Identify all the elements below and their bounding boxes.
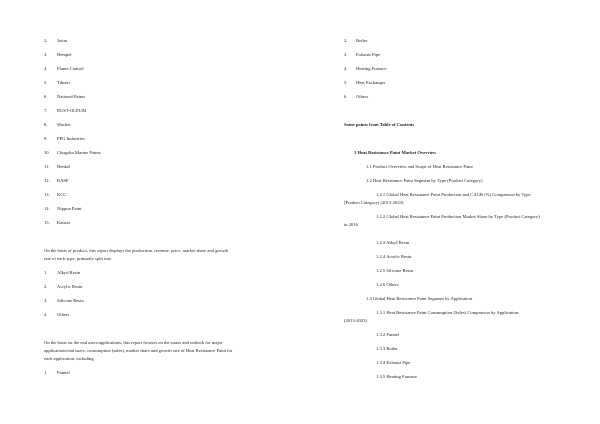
list-item: PPG Industries bbox=[57, 136, 85, 141]
list-number: 14. bbox=[44, 206, 50, 211]
list-number: 15. bbox=[44, 220, 50, 225]
list-number: 3. bbox=[44, 52, 48, 57]
list-number: 1. bbox=[44, 370, 48, 375]
toc-entry: 1.1 Product Overview and Scope of Heat Resistance Paint bbox=[366, 164, 473, 169]
list-number: 2. bbox=[44, 284, 48, 289]
paragraph-line: each application, including bbox=[44, 356, 94, 361]
list-number: 4. bbox=[44, 66, 48, 71]
paragraph-line: rate of each type, primarily split into bbox=[44, 256, 112, 261]
list-item: Henkel bbox=[57, 164, 71, 169]
toc-entry: 1.2.1 Global Heat Resistance Paint Production and CAGR (%) Comparison by Type bbox=[376, 192, 531, 197]
list-number: 4. bbox=[44, 312, 48, 317]
list-item: RUST-OLEUM bbox=[57, 108, 87, 113]
list-item: Hempel bbox=[57, 52, 72, 57]
list-item: Funnel bbox=[57, 370, 70, 375]
toc-entry: 1.3.1 Heat Resistance Paint Consumption (Sales) Comparison by Application bbox=[376, 310, 519, 315]
list-number: 2. bbox=[344, 38, 348, 43]
list-item: Nippon Paint bbox=[57, 206, 82, 211]
list-number: 3. bbox=[344, 52, 348, 57]
list-item: Jotun bbox=[57, 38, 67, 43]
paragraph-line: On the basis on the end users/applications, this report focuses on the status and outlook for major bbox=[44, 340, 223, 345]
list-number: 10. bbox=[44, 150, 50, 155]
toc-entry-continued: (2013-2023) bbox=[344, 318, 367, 323]
list-item: Flame Control bbox=[57, 66, 84, 71]
list-item: Alkyd Resin bbox=[57, 270, 81, 275]
list-number: 4. bbox=[344, 66, 348, 71]
list-item: National Paints bbox=[57, 94, 86, 99]
list-item: Chugoku Marine Paints bbox=[57, 150, 101, 155]
toc-heading: Some points from Table of Contents bbox=[344, 122, 415, 127]
toc-entry: 1.3.5 Heating Furnace bbox=[376, 374, 417, 379]
toc-entry-continued: in 2016 bbox=[344, 222, 358, 227]
list-number: 7. bbox=[44, 108, 48, 113]
list-item: Wacker bbox=[57, 122, 71, 127]
toc-entry: 1 Heat Resistance Paint Market Overview bbox=[354, 150, 437, 155]
list-number: 3. bbox=[44, 298, 48, 303]
list-item: BASF bbox=[57, 178, 69, 183]
toc-entry: 1.2.4 Acrylic Resin bbox=[376, 254, 412, 259]
list-number: 5. bbox=[344, 80, 348, 85]
list-item: Others bbox=[57, 312, 70, 317]
toc-entry: 1.3.4 Exhaust Pipe bbox=[376, 360, 411, 365]
list-number: 9. bbox=[44, 136, 48, 141]
list-item: Acrylic Resin bbox=[57, 284, 83, 289]
list-number: 11. bbox=[44, 164, 50, 169]
toc-entry: 1.3.2 Funnel bbox=[376, 332, 400, 337]
toc-entry: 1.2 Heat Resistance Paint Segment by Type (Product Category) bbox=[366, 178, 483, 183]
toc-entry: 1.2.2 Global Heat Resistance Paint Production Market Share by Type (Product Category) bbox=[376, 214, 540, 219]
paragraph-line: On the basis of product, this report displays the production, revenue, price, market share and growth bbox=[44, 248, 229, 253]
list-number: 12. bbox=[44, 178, 50, 183]
list-item: Kansai bbox=[57, 220, 70, 225]
list-item: Heat Exchanger bbox=[356, 80, 386, 85]
list-number: 8. bbox=[44, 122, 48, 127]
toc-entry: 1.3.3 Boiler bbox=[376, 346, 398, 351]
list-item: Silicone Resin bbox=[57, 298, 84, 303]
list-number: 2. bbox=[44, 38, 48, 43]
list-number: 5. bbox=[44, 80, 48, 85]
list-item: Heating Furnace bbox=[356, 66, 387, 71]
paragraph-line: applications/end users, consumption (sales), market share and growth rate of Heat Resistance Paint for bbox=[44, 348, 233, 353]
toc-entry-continued: (Product Category) (2013-2023) bbox=[344, 200, 404, 205]
toc-entry: 1.2.6 Others bbox=[376, 282, 399, 287]
toc-entry: 1.2.5 Silicone Resin bbox=[376, 268, 414, 273]
list-item: Boiler bbox=[356, 38, 368, 43]
list-item: KCC bbox=[57, 192, 67, 197]
toc-entry: 1.2.3 Alkyd Resin bbox=[376, 240, 410, 245]
list-item: Exhaust Pipe bbox=[356, 52, 381, 57]
toc-entry: 1.3 Global Heat Resistance Paint Segment by Application bbox=[366, 296, 473, 301]
list-item: Others bbox=[356, 94, 369, 99]
list-number: 1. bbox=[44, 270, 48, 275]
list-item: Tikurri bbox=[57, 80, 70, 85]
list-number: 6. bbox=[344, 94, 348, 99]
list-number: 6. bbox=[44, 94, 48, 99]
list-number: 13. bbox=[44, 192, 50, 197]
